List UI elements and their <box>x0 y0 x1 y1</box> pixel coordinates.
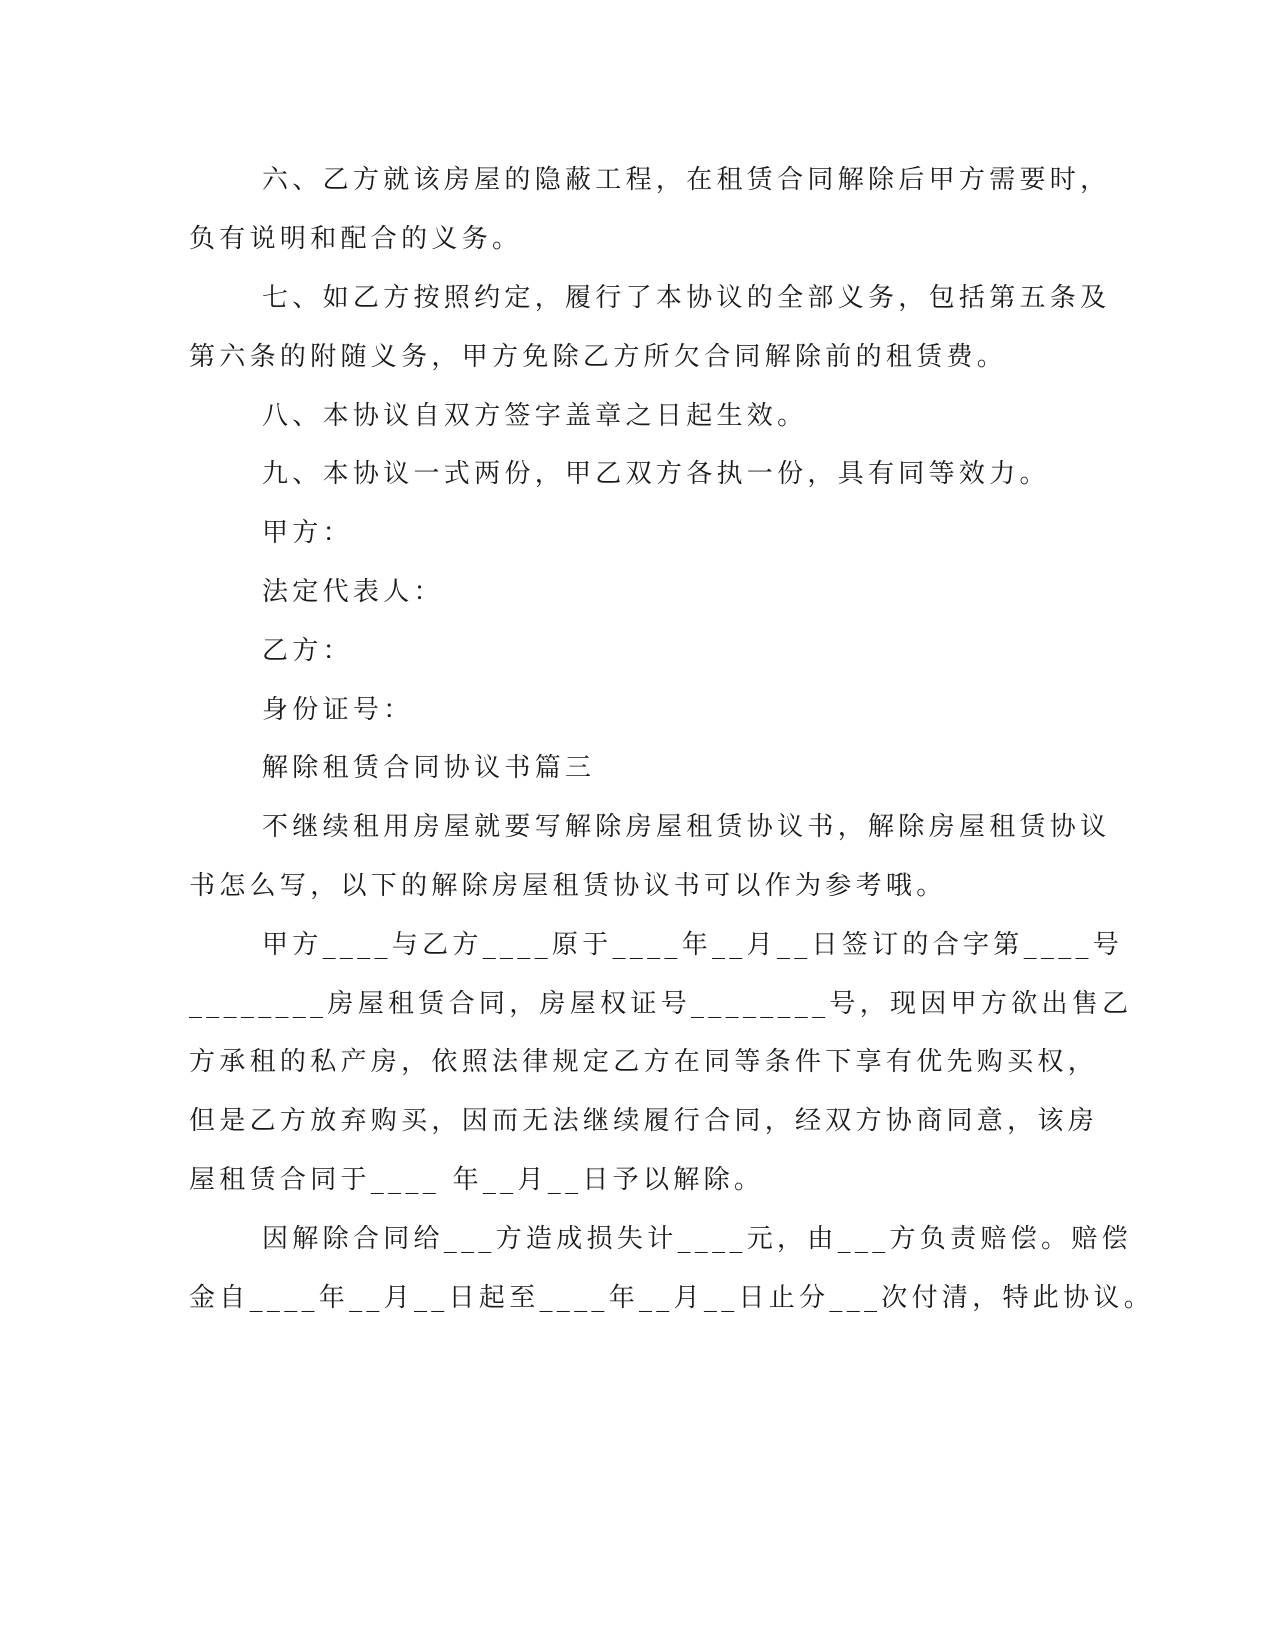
text-line: 七、如乙方按照约定，履行了本协议的全部义务，包括第五条及 <box>262 283 1111 313</box>
text-line: 不继续租用房屋就要写解除房屋租赁协议书，解除房屋租赁协议 <box>262 812 1111 842</box>
id-number-label: 身份证号： <box>262 695 414 725</box>
text-line: 但是乙方放弃购买，因而无法继续履行合同，经双方协商同意，该房 <box>189 1106 1099 1136</box>
text-line: 屋租赁合同于____ 年__月__日予以解除。 <box>189 1165 765 1195</box>
text-line: ________房屋租赁合同，房屋权证号________号，现因甲方欲出售乙 <box>189 989 1133 1019</box>
party-a-label: 甲方： <box>262 518 353 548</box>
text-line: 书怎么写，以下的解除房屋租赁协议书可以作为参考哦。 <box>189 871 947 901</box>
text-line: 六、乙方就该房屋的隐蔽工程，在租赁合同解除后甲方需要时， <box>262 165 1111 195</box>
text-line: 九、本协议一式两份，甲乙双方各执一份，具有同等效力。 <box>262 459 1050 489</box>
text-line: 甲方____与乙方____原于____年__月__日签订的合字第____号 <box>262 930 1124 960</box>
text-line: 负有说明和配合的义务。 <box>189 224 523 254</box>
legal-representative-label: 法定代表人： <box>262 577 444 607</box>
text-line: 八、本协议自双方签字盖章之日起生效。 <box>262 401 808 431</box>
text-line: 因解除合同给___方造成损失计____元，由___方负责赔偿。赔偿 <box>262 1224 1132 1254</box>
text-line: 第六条的附随义务，甲方免除乙方所欠合同解除前的租赁费。 <box>189 342 1008 372</box>
text-line: 方承租的私产房，依照法律规定乙方在同等条件下享有优先购买权， <box>189 1047 1099 1077</box>
section-heading: 解除租赁合同协议书篇三 <box>262 753 596 783</box>
party-b-label: 乙方： <box>262 636 353 666</box>
text-line: 金自____年__月__日起至____年__月__日止分___次付清，特此协议。 <box>189 1283 1155 1313</box>
